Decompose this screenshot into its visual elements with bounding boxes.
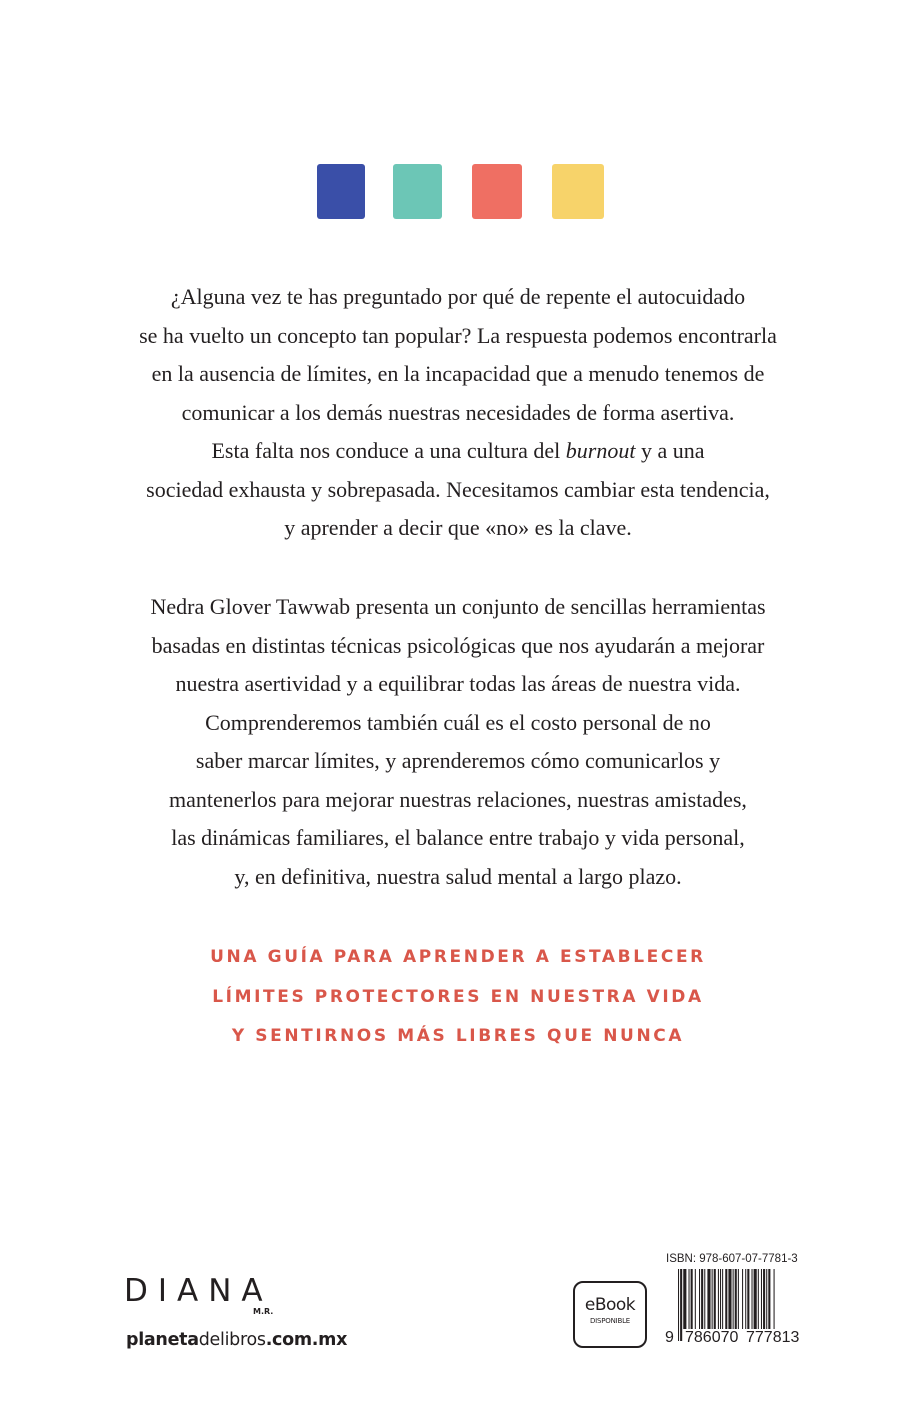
blurb-line: basadas en distintas técnicas psicológicas que nos ayudarán a mejorar: [151, 632, 765, 658]
blurb-line: en la ausencia de límites, en la incapacidad que a menudo tenemos de: [151, 361, 765, 386]
barcode-bar: [766, 1269, 767, 1329]
barcode-bar: [704, 1269, 705, 1329]
trademark-mark: M.R.: [253, 1307, 274, 1316]
barcode-bar: [754, 1269, 757, 1329]
barcode-bar: [695, 1269, 696, 1329]
blurb-line: mantenerlos para mejorar nuestras relaciones, nuestras amistades,: [169, 786, 747, 812]
blurb-line: comunicar a los demás nuestras necesidades de forma asertiva.: [181, 399, 735, 425]
tagline: [60, 938, 856, 1057]
blurb-paragraph-1: [60, 278, 856, 548]
barcode-bar: [720, 1269, 721, 1329]
blurb-line: Nedra Glover Tawwab presenta un conjunto de sencillas herramientas: [150, 594, 766, 619]
barcode-digits-right: 777813: [746, 1329, 800, 1346]
barcode-bar: [733, 1269, 734, 1329]
barcode-bar: [758, 1269, 759, 1329]
barcode-bar: [761, 1269, 762, 1329]
barcode-digit-first: 9: [665, 1329, 674, 1346]
ebook-badge-title: eBook: [584, 1295, 636, 1315]
blurb-line: se ha vuelto un concepto tan popular? La respuesta podemos encontrarla: [139, 322, 777, 348]
barcode-bar: [691, 1269, 693, 1329]
barcode-bar: [745, 1269, 746, 1329]
website-part: .com.mx: [265, 1330, 348, 1350]
barcode-bar: [747, 1269, 749, 1329]
barcode-bar: [707, 1269, 710, 1329]
barcode-bar: [712, 1269, 713, 1329]
barcode-bar: [728, 1269, 731, 1329]
blurb-text: Esta falta nos conduce a una cultura del: [211, 438, 566, 463]
blurb-italic-term: burnout: [565, 438, 636, 463]
website-part: delibros: [198, 1330, 266, 1350]
barcode-bar: [683, 1269, 686, 1329]
barcode-digits-left: 786070: [685, 1329, 739, 1346]
barcode-bar: [738, 1269, 739, 1329]
ebook-badge-subtitle: DISPONIBLE: [589, 1317, 631, 1325]
publisher-website: [126, 1328, 347, 1352]
barcode-bar: [763, 1269, 765, 1329]
barcode-bar: [689, 1269, 690, 1329]
website-part: planeta: [126, 1330, 199, 1350]
barcode-bar: [752, 1269, 753, 1329]
barcode-bar: [714, 1269, 716, 1329]
color-square-coral: [472, 164, 522, 219]
blurb-line: Comprenderemos también cuál es el costo personal de no: [205, 709, 711, 735]
color-square-blue: [317, 164, 365, 219]
blurb-line: saber marcar límites, y aprenderemos cómo comunicarlos y: [195, 748, 721, 773]
blurb-line: ¿Alguna vez te has preguntado por qué de repente el autocuidado: [170, 284, 746, 309]
tagline-line: Y SENTIRNOS MÁS LIBRES QUE NUNCA: [231, 1026, 685, 1046]
barcode-bar: [701, 1269, 703, 1329]
tagline-line: LÍMITES PROTECTORES EN NUESTRA VIDA: [212, 986, 704, 1007]
isbn-label: ISBN: 978-607-07-7781-3: [666, 1253, 798, 1265]
barcode-bar: [718, 1269, 719, 1329]
color-square-yellow: [552, 164, 604, 219]
barcode-bar: [735, 1269, 737, 1329]
barcode-bar: [742, 1269, 743, 1329]
barcode-bar: [699, 1269, 700, 1329]
ebook-badge: [573, 1281, 647, 1348]
blurb-line: [60, 432, 856, 471]
barcode-bar: [678, 1269, 679, 1341]
blurb-line: las dinámicas familiares, el balance entre trabajo y vida personal,: [171, 825, 745, 850]
blurb-paragraph-2: [60, 588, 856, 896]
color-square-teal: [393, 164, 442, 219]
blurb-line: y, en definitiva, nuestra salud mental a largo plazo.: [234, 863, 682, 889]
tagline-line: UNA GUÍA PARA APRENDER A ESTABLECER: [210, 947, 706, 967]
blurb-text: y a una: [635, 438, 705, 463]
blurb-line: sociedad exhausta y sobrepasada. Necesitamos cambiar esta tendencia,: [146, 476, 770, 502]
blurb-line: y aprender a decir que «no» es la clave.: [284, 515, 632, 540]
barcode-bar: [680, 1269, 682, 1341]
publisher-logo: DIANA: [124, 1273, 273, 1309]
blurb-line: nuestra asertividad y a equilibrar todas las áreas de nuestra vida.: [175, 671, 741, 696]
